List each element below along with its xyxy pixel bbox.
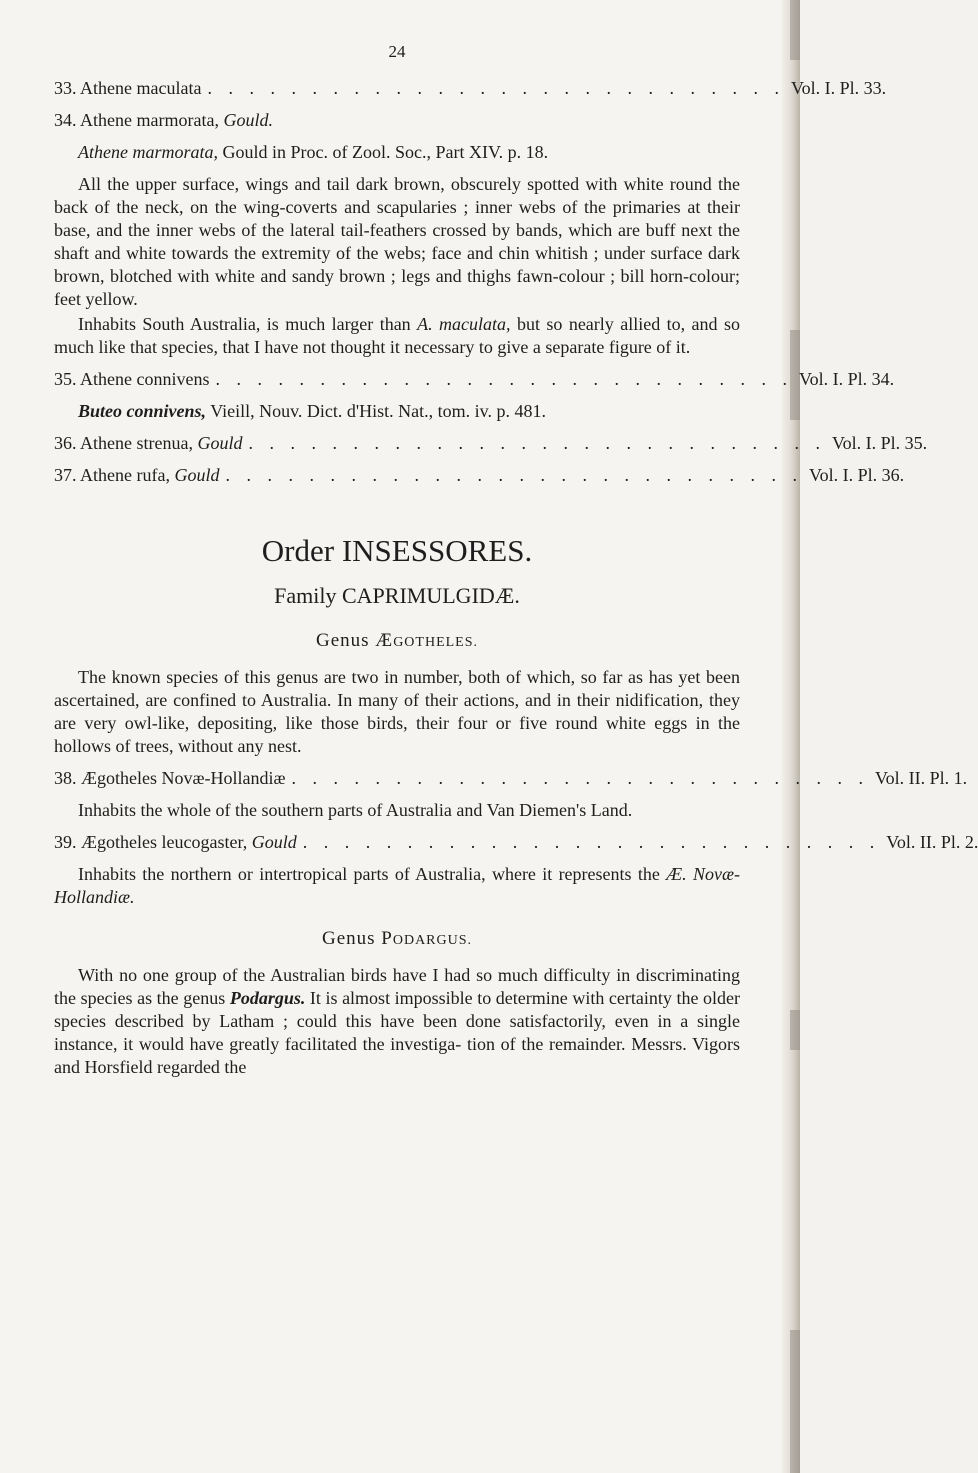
synonym-citation: Vieill, Nouv. Dict. d'Hist. Nat., tom. iv. p. 481. — [206, 401, 546, 421]
page-edge-shadow — [782, 0, 800, 1473]
leader-dots: . . . . . . . . . . . . . . . . . . . . . . . . . . . . — [248, 433, 826, 453]
genus-rest: ODARGUS. — [392, 933, 473, 948]
entry-ref: Vol. I. Pl. 33. — [790, 78, 887, 98]
genus-description-aegotheles: The known species of this genus are two in number, both of which, so far as has yet been ascertained, are confined to Australia. In many of their actions, and in their nidification, they are very owl-like, depositing, like those birds, their four or five round white eggs in the hollows of trees, without any nest. — [54, 667, 740, 756]
entry-36 — [54, 432, 928, 455]
genus-heading-aegotheles — [54, 629, 740, 654]
order-heading: Order INSESSORES. — [261, 533, 533, 568]
synonym-name: Athene marmorata, — [78, 142, 218, 162]
habitat-text: Inhabits the northern or intertropical parts of Australia, where it represents the — [78, 864, 667, 884]
genus-description-podargus — [54, 964, 740, 1079]
leader-dots: . . . . . . . . . . . . . . . . . . . . . . . . . . . . — [291, 768, 869, 788]
entry-title: 38. Ægotheles Novæ-Hollandiæ — [54, 768, 286, 788]
entry-38 — [54, 767, 968, 790]
leader-dots: . . . . . . . . . . . . . . . . . . . . . . . . . . . . — [215, 369, 793, 389]
entry-title-text: 36. Athene strenua, — [54, 433, 198, 453]
leader-dots: . . . . . . . . . . . . . . . . . . . . . . . . . . . . — [207, 78, 785, 98]
entry-author: Gould — [174, 465, 220, 485]
entry-author: Gould. — [223, 110, 273, 130]
synonym-citation: Gould in Proc. of Zool. Soc., Part XIV. p. 18. — [217, 142, 549, 162]
genus-rest: GOTHELES. — [393, 635, 479, 650]
entry-ref: Vol. II. Pl. 1. — [875, 768, 968, 788]
description-text: It is almost impossible to determine with certainty the older species described by Latham ; could this have been done satisfactorily, even in a single instance, it would have greatly facilitated the investiga- tion of the remainder. Messrs. Vigors and Horsfield regarded the — [54, 988, 740, 1077]
edge-band — [790, 1010, 800, 1050]
species-name: Æ. Novæ-Hollandiæ. — [54, 864, 740, 907]
synonym-name: Buteo connivens, — [78, 401, 207, 421]
synonym-34 — [54, 141, 740, 164]
entry-ref: Vol. I. Pl. 35. — [831, 433, 928, 453]
entry-33 — [54, 77, 887, 100]
description-34: All the upper surface, wings and tail dark brown, obscurely spotted with white round the back of the neck, on the wing-coverts and scapularies ; inner webs of the primaries at their base, and the inner webs of the lateral tail-feathers crossed by bands, which are buff next the shaft and white towards the extremity of the webs; face and chin whitish ; under surface dark brown, blotched with white and sandy brown ; legs and thighs fawn-colour ; bill horn-colour; feet yellow. — [54, 174, 740, 309]
entry-author: Gould — [197, 433, 243, 453]
family-heading: Family CAPRIMULGIDÆ. — [274, 583, 520, 608]
habitat-text: Inhabits South Australia, is much larger than — [78, 314, 418, 334]
description-text: With no one group of the Australian birds have I had so much difficulty in discriminating the species as the genus — [54, 965, 740, 1008]
edge-band — [790, 0, 800, 60]
entry-34 — [54, 109, 740, 132]
genus-prefix: Genus Æ — [315, 630, 394, 651]
entry-title-text: 37. Athene rufa, — [54, 465, 175, 485]
entry-title — [54, 432, 242, 455]
genus-heading-podargus — [54, 927, 740, 952]
entry-title: 34. Athene marmorata, — [54, 110, 224, 130]
habitat-34 — [54, 313, 740, 359]
page-number: 24 — [388, 42, 406, 61]
entry-title — [54, 464, 219, 487]
entry-ref: Vol. I. Pl. 36. — [808, 465, 905, 485]
synonym-35 — [54, 400, 740, 423]
entry-35 — [54, 368, 895, 391]
leader-dots: . . . . . . . . . . . . . . . . . . . . . . . . . . . . — [225, 465, 803, 485]
entry-title-text: 39. Ægotheles leucogaster, — [54, 832, 252, 852]
entry-39 — [54, 831, 978, 854]
species-name: A. maculata, — [417, 314, 511, 334]
entry-ref: Vol. I. Pl. 34. — [798, 369, 895, 389]
entry-title: 35. Athene connivens — [54, 369, 210, 389]
habitat-38: Inhabits the whole of the southern parts of Australia and Van Diemen's Land. — [78, 800, 633, 820]
entry-title — [54, 831, 297, 854]
entry-ref: Vol. II. Pl. 2. — [886, 832, 978, 852]
page-text — [54, 40, 978, 1081]
entry-title: 33. Athene maculata — [54, 78, 202, 98]
leader-dots: . . . . . . . . . . . . . . . . . . . . . . . . . . . . — [302, 832, 881, 852]
edge-band — [790, 1330, 800, 1473]
habitat-39 — [54, 863, 740, 909]
genus-prefix: Genus P — [321, 928, 393, 949]
habitat-text: but so nearly allied to, and so much like that species, that I have not thought it necessary to give a separate figure of it. — [54, 314, 740, 357]
genus-name: Podargus. — [229, 988, 306, 1008]
entry-37 — [54, 464, 905, 487]
entry-author: Gould — [251, 832, 297, 852]
